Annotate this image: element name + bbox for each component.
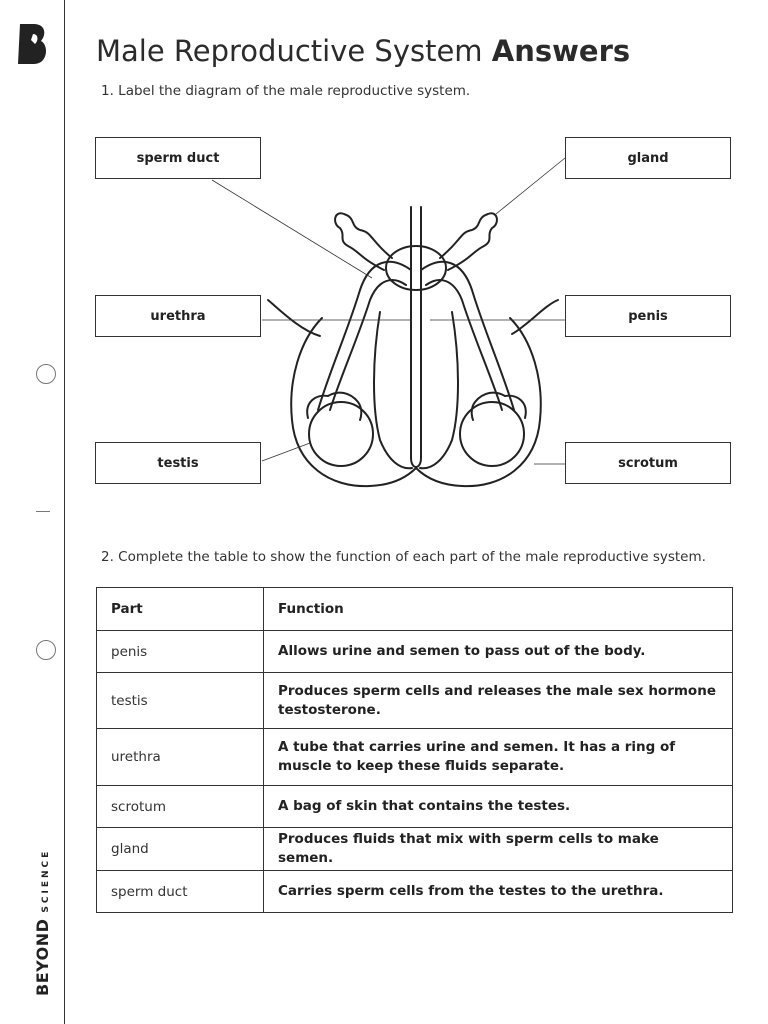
function-cell: Carries sperm cells from the testes to the urethra. [264, 871, 733, 913]
table-row [97, 786, 733, 828]
table-row [97, 673, 733, 729]
part-cell: testis [97, 673, 264, 729]
table-row [97, 631, 733, 673]
table-row [97, 871, 733, 913]
header-part: Part [97, 588, 264, 631]
label-sperm-duct: sperm duct [95, 137, 261, 179]
label-gland: gland [565, 137, 731, 179]
function-cell: A bag of skin that contains the testes. [264, 786, 733, 828]
part-cell: gland [97, 828, 264, 871]
table-row [97, 729, 733, 786]
brand-wordmark: BEYONDSCIENCE [33, 848, 52, 996]
label-scrotum: scrotum [565, 442, 731, 484]
binder-hole [36, 640, 56, 660]
function-cell: Allows urine and semen to pass out of the body. [264, 631, 733, 673]
label-testis: testis [95, 442, 261, 484]
part-cell: penis [97, 631, 264, 673]
label-penis: penis [565, 295, 731, 337]
function-cell: Produces sperm cells and releases the male sex hormone testosterone. [264, 673, 733, 729]
left-testis [309, 402, 373, 466]
right-thigh-line [512, 300, 558, 334]
label-urethra: urethra [95, 295, 261, 337]
header-function: Function [264, 588, 733, 631]
part-cell: urethra [97, 729, 264, 786]
penis-outline [374, 312, 458, 468]
part-cell: sperm duct [97, 871, 264, 913]
part-cell: scrotum [97, 786, 264, 828]
bladder-ring [386, 246, 446, 290]
right-testis [460, 402, 524, 466]
page-title: Male Reproductive System Answers [96, 34, 631, 68]
question-1: 1. Label the diagram of the male reproductive system. [101, 83, 471, 99]
scrotum-outline [291, 318, 541, 486]
function-cell: A tube that carries urine and semen. It has a ring of muscle to keep these fluids separate. [264, 729, 733, 786]
function-cell: Produces fluids that mix with sperm cells to make semen. [264, 828, 733, 871]
table-row [97, 828, 733, 871]
question-2: 2. Complete the table to show the function of each part of the male reproductive system. [101, 549, 706, 565]
table-header-row [97, 588, 733, 631]
function-table [96, 587, 733, 913]
